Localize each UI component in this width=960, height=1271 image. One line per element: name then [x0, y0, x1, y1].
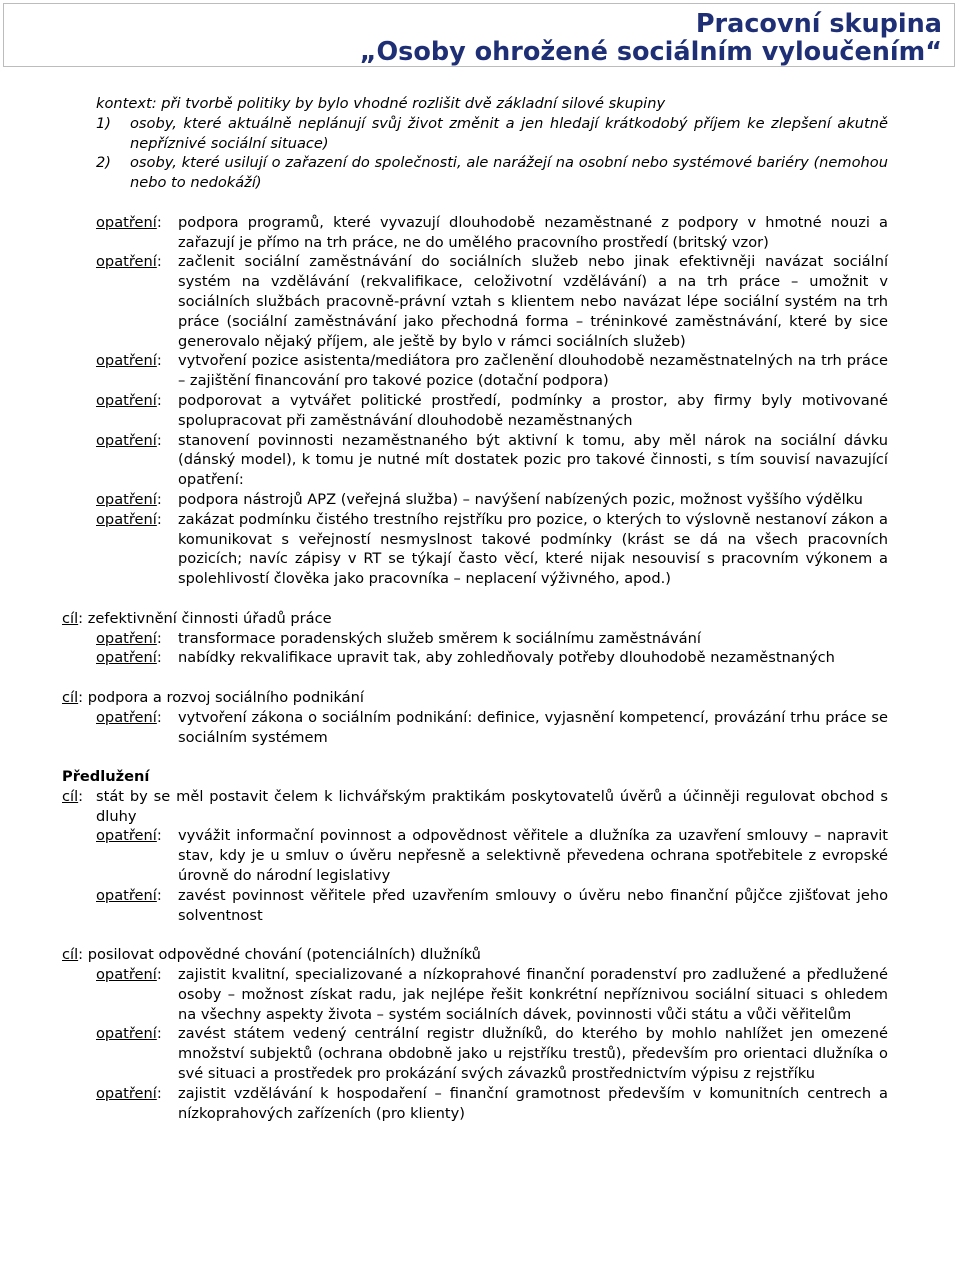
- context-item-number: 2): [96, 154, 111, 172]
- measure-item: [62, 886, 888, 926]
- context-item: [96, 153, 888, 193]
- measure-text: podporovat a vytvářet politické prostředí, podmínky a prostor, aby firmy byly motivované spolupracovat při zaměstnávání dlouhodobě nezaměstnaných: [178, 391, 888, 429]
- measure-item: [62, 826, 888, 885]
- measure-item: [62, 1024, 888, 1083]
- goal-item: cíl: posilovat odpovědné chování (potenciálních) dlužníků: [62, 946, 481, 964]
- measure-item: [62, 351, 888, 391]
- measure-text: nabídky rekvalifikace upravit tak, aby zohledňovaly potřeby dlouhodobě nezaměstnaných: [178, 649, 835, 667]
- spacer: [62, 589, 888, 609]
- goal-item: cíl: podpora a rozvoj sociálního podnikání: [62, 688, 364, 706]
- measure-label: opatření:: [96, 431, 162, 449]
- measure-text: stanovení povinnosti nezaměstnaného být aktivní k tomu, aby měl nárok na sociální dávku (dánský model), k tomu je nutné mít dostatek pozic pro takové činnosti, s tím souvisí navazující opatření:: [178, 431, 888, 489]
- measure-label: opatření:: [96, 213, 162, 231]
- page-title-line2: „Osoby ohrožené sociálním vyloučením“: [359, 37, 942, 67]
- goal-text: posilovat odpovědné chování (potenciálních) dlužníků: [87, 946, 481, 964]
- measure-text: zajistit kvalitní, specializované a nízkoprahové finanční poradenství pro zadlužené a předlužené osoby – možnost získat radu, jak nejlépe řešit konkrétní nepříznivou sociální situaci s ohledem na všechny aspekty života – systém sociálních dávek, povinnosti vůči státu a vůči věřitelům: [178, 966, 888, 1023]
- spacer: [62, 747, 888, 767]
- goal-label: cíl: [62, 688, 79, 706]
- spacer: [62, 925, 888, 945]
- measure-item: [62, 648, 888, 668]
- document-body: [62, 94, 888, 1123]
- measure-item: [62, 213, 888, 253]
- measure-label: opatření:: [96, 629, 162, 647]
- measure-item: [62, 708, 888, 748]
- goal-text: zefektivnění činnosti úřadů práce: [87, 609, 332, 627]
- measure-label: opatření:: [96, 1084, 162, 1102]
- measure-item: [62, 965, 888, 1024]
- context-block: [62, 94, 888, 193]
- goal-item: [62, 787, 888, 827]
- measure-label: opatření:: [96, 708, 162, 726]
- measure-label: opatření:: [96, 827, 162, 845]
- measure-item: [62, 1084, 888, 1124]
- measure-label: opatření:: [96, 886, 162, 904]
- measure-text: transformace poradenských služeb směrem k sociálnímu zaměstnávání: [178, 629, 701, 647]
- measure-item: [62, 510, 888, 589]
- goal-label: cíl: [62, 609, 79, 627]
- measure-item: [62, 252, 888, 351]
- measure-text: vytvoření zákona o sociálním podnikání: definice, vyjasnění kompetencí, provázání trhu práce se sociálním systémem: [178, 708, 888, 746]
- measure-text: vyvážit informační povinnost a odpovědnost věřitele a dlužníka za uzavření smlouvy – napravit stav, kdy je u smluv o úvěru nepřesně a selektivně převedena ochrana spotřebitele z evropské úrovně do národní legislativy: [178, 827, 888, 885]
- measure-item: [62, 629, 888, 649]
- goal-label: cíl: [62, 946, 79, 964]
- page-title-line1: Pracovní skupina: [695, 9, 942, 39]
- measure-label: opatření:: [96, 391, 162, 409]
- context-item-text: osoby, které usilují o zařazení do společnosti, ale narážejí na osobní nebo systémové bariéry (nemohou nebo to nedokáží): [130, 154, 888, 192]
- goal-text: podpora a rozvoj sociálního podnikání: [87, 688, 364, 706]
- measure-label: opatření:: [96, 253, 162, 271]
- measure-label: opatření:: [96, 1025, 162, 1043]
- measure-text: vytvoření pozice asistenta/mediátora pro začlenění dlouhodobě nezaměstnatelných na trh práce – zajištění financování pro takové pozice (dotační podpora): [178, 352, 888, 390]
- context-item-number: 1): [96, 114, 111, 132]
- measure-text: zavést povinnost věřitele před uzavřením smlouvy o úvěru nebo finanční půjčce zjišťovat jeho solventnost: [178, 886, 888, 924]
- context-item: [96, 114, 888, 154]
- goal-text: stát by se měl postavit čelem k lichvářským praktikám poskytovatelů úvěrů a účinněji regulovat obchod s dluhy: [96, 787, 888, 825]
- section-title: Předlužení: [62, 768, 150, 786]
- header-box: [3, 3, 955, 67]
- goal-item: cíl: zefektivnění činnosti úřadů práce: [62, 609, 332, 627]
- measure-label: opatření:: [96, 490, 162, 508]
- measure-text: začlenit sociální zaměstnávání do sociálních služeb nebo jinak efektivněji navázat sociální systém na vzdělávání (rekvalifikace, celoživotní vzdělávání) a na trh práce – umožnit v sociálních službách pracovně-právní vztah s klientem nebo navázat lépe sociální systém na trh práce (sociální zaměstnávání jako přechodná forma – tréninkové zaměstnávání, které by sice generovalo nějaký příjem, ale ještě by bylo v rámci sociálních služeb): [178, 253, 888, 350]
- goal-label-wrap: cíl:: [62, 787, 84, 805]
- measure-text: podpora nástrojů APZ (veřejná služba) – navýšení nabízených pozic, možnost vyššího výdělku: [178, 490, 863, 508]
- spacer: [62, 193, 888, 213]
- goal-label: cíl: [62, 787, 79, 805]
- measure-text: zakázat podmínku čistého trestního rejstříku pro pozice, o kterých to výslovně nestanoví zákon a komunikovat s veřejností nesmyslnost takové podmínky (krást se dá na všech pracovních pozicích; navíc zápisy v RT se týkají často věcí, které nijak nesouvisí s pracovním výkonem a spolehlivostí člověka jako pracovníka – neplacení výživného, apod.): [178, 510, 888, 588]
- measure-label: opatření:: [96, 966, 162, 984]
- measure-item: [62, 490, 888, 510]
- measure-label: opatření:: [96, 352, 162, 370]
- measure-text: zajistit vzdělávání k hospodaření – finanční gramotnost především v komunitních centrech a nízkoprahových zařízeních (pro klienty): [178, 1084, 888, 1122]
- context-intro: kontext: při tvorbě politiky by bylo vhodné rozlišit dvě základní silové skupiny: [96, 95, 666, 112]
- page-title: [360, 10, 942, 66]
- measure-text: podpora programů, které vyvazují dlouhodobě nezaměstnané z podpory v hmotné nouzi a zařazují je přímo na trh práce, ne do umělého pracovního prostředí (britský vzor): [178, 213, 888, 251]
- measure-text: zavést státem vedený centrální registr dlužníků, do kterého by mohlo nahlížet jen omezené množství subjektů (ochrana obdobně jako u rejstříku trestů), především pro orientaci dlužníka o své situaci a prostředek pro prokázání svých závazků prostřednictvím výpisu z rejstříku: [178, 1025, 888, 1083]
- measure-label: opatření:: [96, 649, 162, 667]
- context-item-text: osoby, které aktuálně neplánují svůj život změnit a jen hledají krátkodobý příjem ke zlepšení akutně nepříznivé sociální situace): [130, 114, 888, 152]
- measure-label: opatření:: [96, 510, 162, 528]
- measure-item: [62, 431, 888, 490]
- spacer: [62, 668, 888, 688]
- measure-item: [62, 391, 888, 431]
